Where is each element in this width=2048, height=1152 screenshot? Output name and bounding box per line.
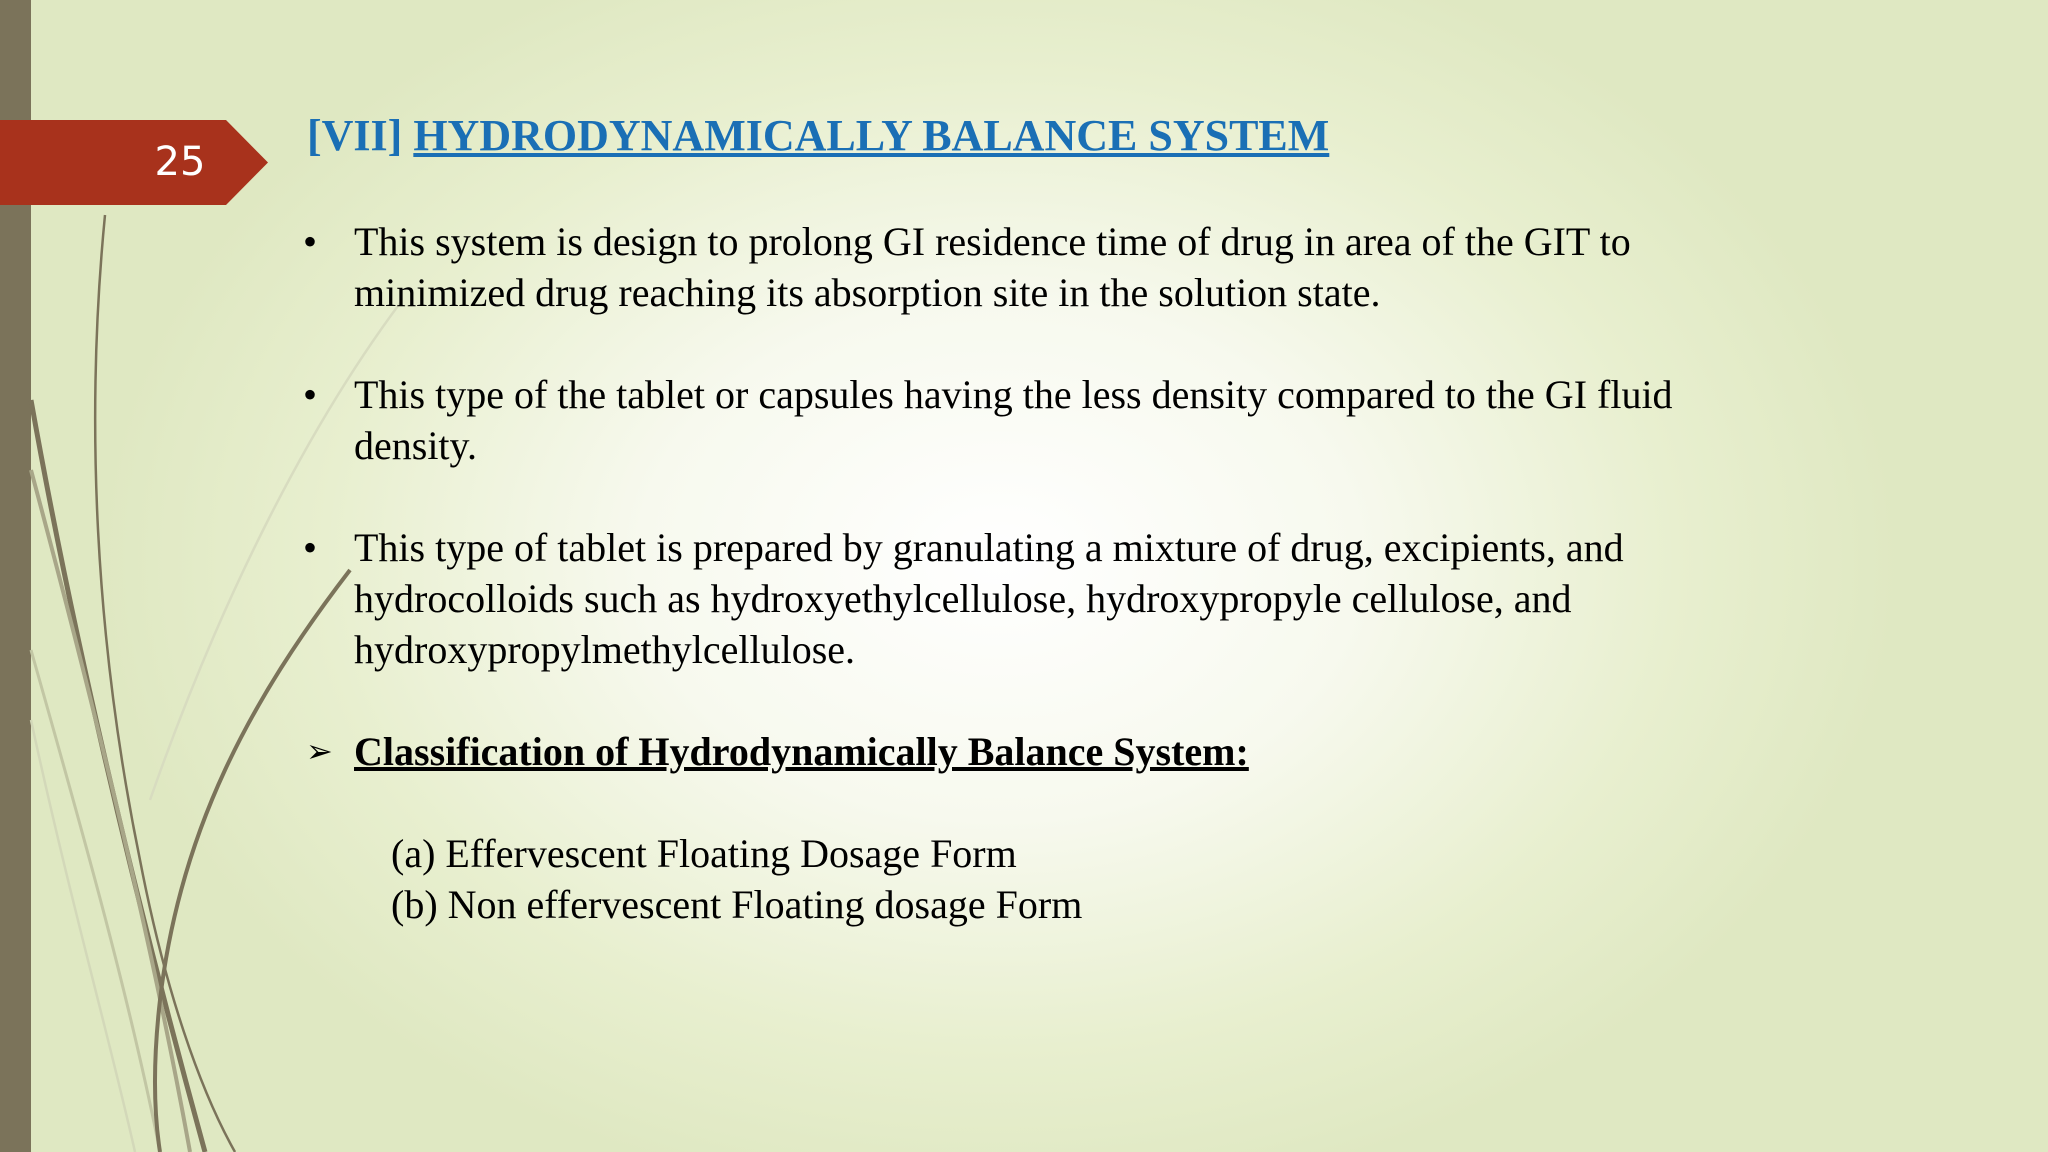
- bullet-marker: •: [303, 525, 318, 570]
- classification-heading: [300, 726, 1800, 777]
- slide-content: [300, 216, 1800, 930]
- bullet-item: [300, 216, 1800, 318]
- bullet-marker: •: [303, 372, 318, 417]
- classification-item: (b) Non effervescent Floating dosage Form: [391, 882, 1083, 927]
- bullet-text: This system is design to prolong GI residence time of drug in area of the GIT to minimized drug reaching its absorption site in the solution state.: [354, 219, 1631, 315]
- bullet-text: This type of the tablet or capsules having the less density compared to the GI fluid density.: [354, 372, 1673, 468]
- bullet-marker: •: [303, 219, 318, 264]
- slide-number-tab: [0, 120, 268, 205]
- bullet-item: [300, 522, 1800, 675]
- classification-list: [300, 828, 1800, 930]
- classification-heading-text: Classification of Hydrodynamically Balance System:: [354, 729, 1249, 774]
- title-link[interactable]: HYDRODYNAMICALLY BALANCE SYSTEM: [413, 111, 1330, 160]
- title-prefix: [VII]: [307, 111, 403, 160]
- classification-item: (a) Effervescent Floating Dosage Form: [391, 831, 1017, 876]
- arrow-bullet-icon: ➢: [306, 732, 333, 770]
- slide-title: [307, 110, 1329, 161]
- bullet-item: [300, 369, 1800, 471]
- slide-number: 25: [154, 139, 206, 185]
- bullet-text: This type of tablet is prepared by granulating a mixture of drug, excipients, and hydrocolloids such as hydroxyethylcellulose, hydroxypropyle cellulose, and hydroxypropylmethylcellulose.: [354, 525, 1624, 672]
